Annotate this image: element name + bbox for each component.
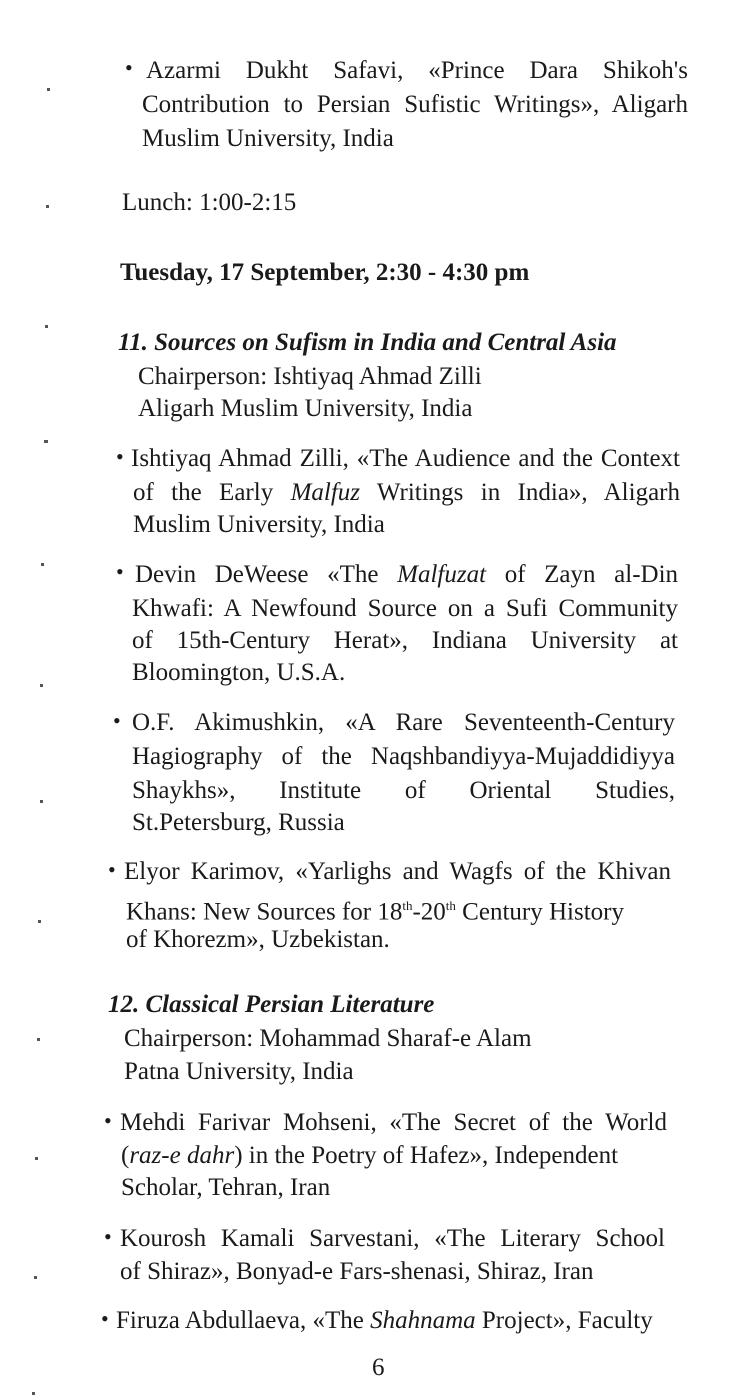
entry-text: Devin DeWeese «The bbox=[135, 561, 379, 588]
bullet-icon: • bbox=[116, 559, 124, 584]
chairperson: Chairperson: Mohammad Sharaf-e Alam bbox=[124, 1025, 532, 1052]
entry-line bbox=[133, 478, 680, 508]
scan-speck bbox=[38, 920, 41, 923]
scan-speck bbox=[32, 1392, 35, 1395]
page-number: 6 bbox=[372, 1354, 385, 1381]
scan-speck bbox=[35, 1157, 38, 1160]
entry-text: Writings in India», Aligarh bbox=[376, 479, 680, 506]
italic-term: Malfuz bbox=[290, 479, 361, 506]
entry-text: Khans: New Sources for 18 bbox=[126, 898, 403, 926]
bullet-icon: • bbox=[113, 708, 121, 733]
bullet-icon: • bbox=[104, 1108, 112, 1133]
entry-line: Bloomington, U.S.A. bbox=[132, 659, 346, 686]
chairperson: Chairperson: Ishtiyaq Ahmad Zilli bbox=[138, 363, 482, 390]
entry-line: Scholar, Tehran, Iran bbox=[121, 1174, 331, 1201]
scan-speck bbox=[46, 205, 49, 208]
bullet-icon: • bbox=[125, 55, 133, 80]
scan-speck bbox=[41, 563, 44, 566]
scan-speck bbox=[45, 325, 48, 328]
entry-line: Contribution to Persian Sufistic Writings», Aligarh bbox=[142, 91, 688, 118]
entry-text: of Zayn al-Din bbox=[504, 561, 679, 588]
day-heading: Tuesday, 17 September, 2:30 - 4:30 pm bbox=[120, 259, 530, 286]
entry-line bbox=[126, 891, 624, 927]
entry-line: of Shiraz», Bonyad-e Fars-shenasi, Shiraz, Iran bbox=[120, 1258, 594, 1285]
session-title: 11. Sources on Sufism in India and Central Asia bbox=[118, 329, 617, 356]
entry-text: ) in the Poetry of Hafez», Independent bbox=[234, 1142, 619, 1169]
entry-text: ( bbox=[121, 1142, 130, 1169]
entry-line: Muslim University, India bbox=[142, 125, 394, 152]
entry-text: Century History bbox=[455, 898, 624, 926]
entry-line bbox=[135, 560, 678, 590]
scan-speck bbox=[40, 684, 43, 687]
entry-line: St.Petersburg, Russia bbox=[132, 809, 345, 836]
scan-speck bbox=[47, 88, 50, 91]
entry-line bbox=[116, 1306, 653, 1336]
bullet-icon: • bbox=[108, 857, 116, 882]
entry-line bbox=[121, 1141, 618, 1171]
chair-affiliation: Patna University, India bbox=[124, 1058, 354, 1085]
entry-line: Kourosh Kamali Sarvestani, «The Literary School bbox=[120, 1225, 665, 1252]
bullet-icon: • bbox=[104, 1224, 112, 1249]
entry-line: O.F. Akimushkin, «A Rare Seventeenth-Century bbox=[132, 709, 675, 736]
scan-speck bbox=[34, 1276, 37, 1279]
scan-speck bbox=[40, 800, 43, 803]
italic-term: Shahnama bbox=[370, 1307, 476, 1334]
entry-line: of 15th-Century Herat», Indiana University at bbox=[132, 627, 678, 654]
italic-term: Malfuzat bbox=[397, 561, 487, 588]
superscript: th bbox=[402, 898, 413, 913]
entry-line: Mehdi Farivar Mohseni, «The Secret of the World bbox=[120, 1109, 667, 1136]
entry-line: Khwafi: A Newfound Source on a Sufi Community bbox=[132, 595, 678, 622]
entry-line: Azarmi Dukht Safavi, «Prince Dara Shikoh's bbox=[146, 57, 688, 84]
entry-line: Hagiography of the Naqshbandiyya-Mujaddidiyya bbox=[132, 743, 675, 770]
entry-line: of Khorezm», Uzbekistan. bbox=[126, 926, 390, 953]
entry-text: of the Early bbox=[133, 479, 274, 506]
entry-line: Elyor Karimov, «Yarlighs and Wagfs of the Khivan bbox=[124, 858, 671, 885]
session-title: 12. Classical Persian Literature bbox=[108, 991, 435, 1018]
bullet-icon: • bbox=[116, 444, 124, 469]
scan-speck bbox=[44, 440, 48, 443]
entry-line: Ishtiyaq Ahmad Zilli, «The Audience and the Context bbox=[131, 445, 680, 472]
entry-text: Firuza Abdullaeva, «The bbox=[116, 1307, 364, 1334]
entry-text: Project», Faculty bbox=[481, 1307, 653, 1334]
italic-term: raz-e dahr bbox=[129, 1142, 235, 1169]
entry-line: Shaykhs», Institute of Oriental Studies, bbox=[132, 777, 675, 804]
superscript: th bbox=[445, 898, 456, 913]
entry-line: Muslim University, India bbox=[133, 511, 385, 538]
chair-affiliation: Aligarh Muslim University, India bbox=[138, 395, 473, 422]
lunch-time: Lunch: 1:00-2:15 bbox=[122, 189, 297, 216]
scan-speck bbox=[37, 1038, 40, 1041]
entry-text: -20 bbox=[412, 898, 446, 926]
bullet-icon: • bbox=[101, 1306, 109, 1331]
